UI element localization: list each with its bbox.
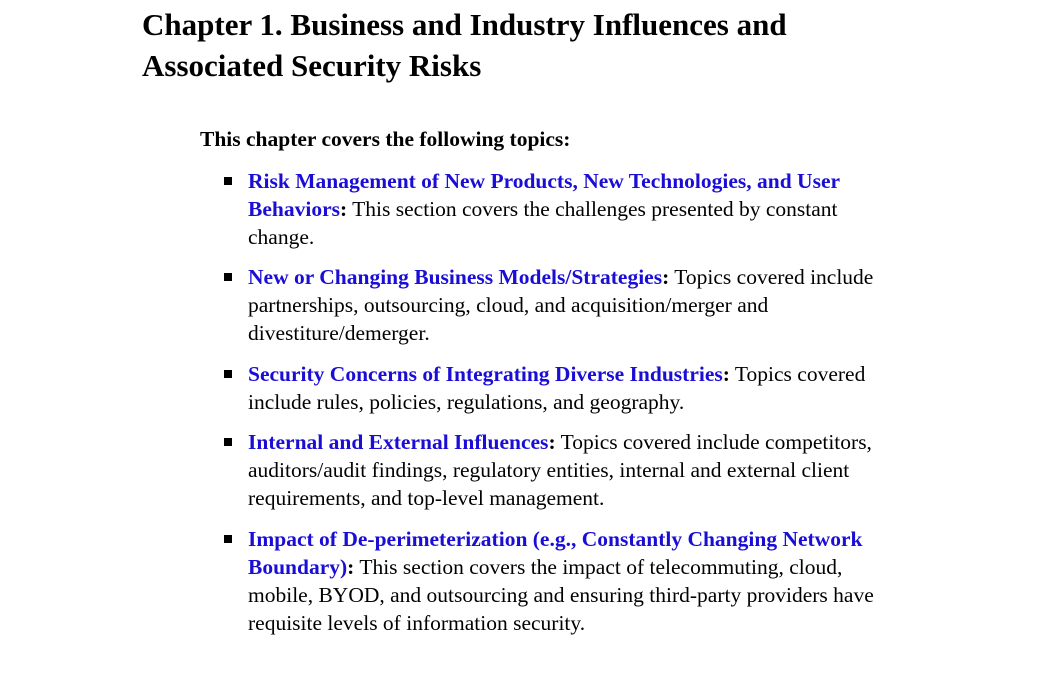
topic-colon: : bbox=[347, 555, 355, 579]
topic-link-business-models[interactable]: New or Changing Business Models/Strategies bbox=[248, 265, 663, 289]
topic-colon: : bbox=[662, 265, 670, 289]
topic-colon: : bbox=[548, 430, 556, 454]
topic-link-diverse-industries[interactable]: Security Concerns of Integrating Diverse Industries bbox=[248, 362, 723, 386]
topic-description: Topics covered include rules, policies, regulations, and geography. bbox=[248, 362, 866, 414]
topic-item bbox=[248, 263, 898, 347]
topic-description: This section covers the challenges presented by constant change. bbox=[248, 197, 838, 249]
topic-item bbox=[248, 525, 898, 637]
square-bullet-icon bbox=[224, 535, 232, 543]
topic-item bbox=[248, 360, 898, 416]
square-bullet-icon bbox=[224, 370, 232, 378]
topic-item bbox=[248, 167, 898, 251]
topic-link-internal-external[interactable]: Internal and External Influences bbox=[248, 430, 549, 454]
square-bullet-icon bbox=[224, 177, 232, 185]
square-bullet-icon bbox=[224, 438, 232, 446]
chapter-intro: This chapter covers the following topics: bbox=[200, 127, 571, 151]
topic-colon: : bbox=[722, 362, 730, 386]
topic-description: This section covers the impact of telecommuting, cloud, mobile, BYOD, and outsourcing and ensuring third-party providers have requisite levels of information security. bbox=[248, 555, 874, 635]
topic-description: Topics covered include competitors, auditors/audit findings, regulatory entities, internal and external client requirements, and top-level management. bbox=[248, 430, 872, 510]
topic-link-risk-management[interactable]: Risk Management of New Products, New Technologies, and User Behaviors bbox=[248, 169, 840, 221]
topic-link-de-perimeterization[interactable]: Impact of De-perimeterization (e.g., Constantly Changing Network Boundary) bbox=[248, 527, 863, 579]
topic-colon: : bbox=[339, 197, 348, 221]
chapter-title: Chapter 1. Business and Industry Influences and Associated Security Risks bbox=[142, 7, 787, 83]
topic-item bbox=[248, 428, 898, 512]
topic-description: Topics covered include partnerships, outsourcing, cloud, and acquisition/merger and divestiture/demerger. bbox=[248, 265, 874, 345]
square-bullet-icon bbox=[224, 273, 232, 281]
